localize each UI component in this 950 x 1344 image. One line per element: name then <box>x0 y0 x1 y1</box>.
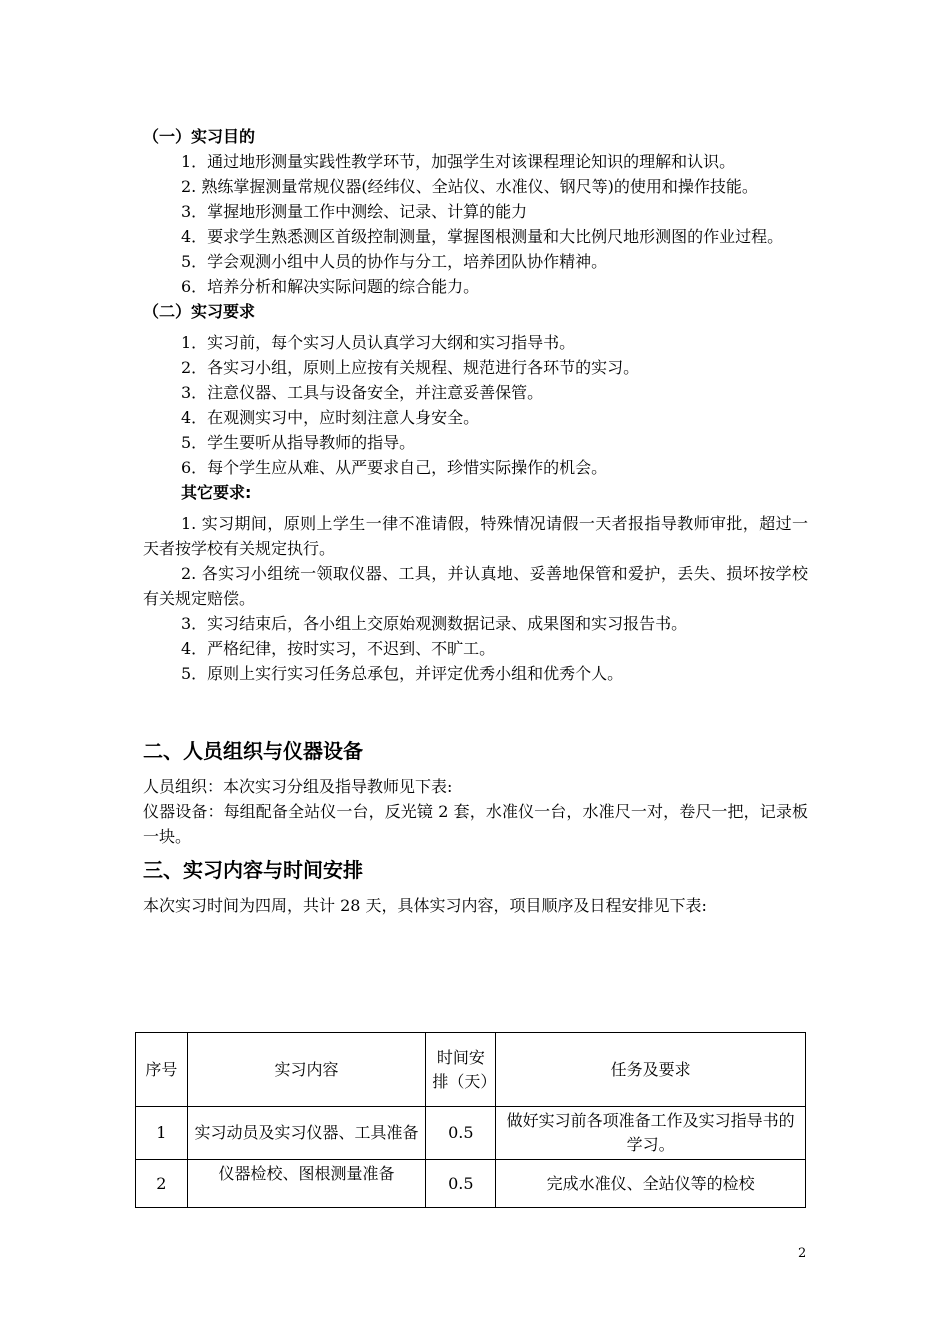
other-item-1: 1. 实习期间，原则上学生一律不准请假，特殊情况请假一天者报指导教师审批，超过一天者按学校有关规定执行。 <box>143 514 808 558</box>
schedule-table <box>135 1032 806 1208</box>
table-row <box>136 1160 806 1208</box>
section-heading-personnel: 二、人员组织与仪器设备 <box>143 739 363 763</box>
other-item-3: 3．实习结束后，各小组上交原始观测数据记录、成果图和实习报告书。 <box>181 614 688 633</box>
requirement-item-5: 5．学生要听从指导教师的指导。 <box>181 433 416 452</box>
table-row <box>136 1107 806 1160</box>
personnel-organization-text: 人员组织：本次实习分组及指导教师见下表: <box>143 777 453 796</box>
table-cell: 0.5 <box>426 1107 496 1160</box>
table-cell: 做好实习前各项准备工作及实习指导书的学习。 <box>496 1107 806 1160</box>
requirement-item-1: 1．实习前，每个实习人员认真学习大纲和实习指导书。 <box>181 333 576 352</box>
header-cell-days: 时间安排（天） <box>426 1033 496 1107</box>
section-heading-goals: （一）实习目的 <box>143 127 256 146</box>
requirement-item-4: 4．在观测实习中，应时刻注意人身安全。 <box>181 408 480 427</box>
table-cell: 仪器检校、图根测量准备 <box>187 1160 426 1208</box>
equipment-text: 仪器设备：每组配备全站仪一台，反光镜 2 套，水准仪一台，水准尺一对，卷尺一把，记录板一块。 <box>143 802 808 846</box>
other-item-5: 5．原则上实行实习任务总承包，并评定优秀小组和优秀个人。 <box>181 664 624 683</box>
goal-item-5: 5．学会观测小组中人员的协作与分工，培养团队协作精神。 <box>181 252 608 271</box>
other-item-2: 2. 各实习小组统一领取仪器、工具，并认真地、妥善地保管和爱护，丢失、损坏按学校有关规定赔偿。 <box>143 564 808 608</box>
section-heading-requirements: （二）实习要求 <box>143 302 256 321</box>
requirement-item-6: 6．每个学生应从难、从严要求自己，珍惜实际操作的机会。 <box>181 458 608 477</box>
page-number: 2 <box>798 1246 807 1261</box>
spacer <box>143 686 808 730</box>
requirement-item-2: 2．各实习小组，原则上应按有关规程、规范进行各环节的实习。 <box>181 358 640 377</box>
table-cell: 2 <box>136 1160 188 1208</box>
document-body <box>143 124 808 918</box>
goal-item-3: 3．掌握地形测量工作中测绘、记录、计算的能力 <box>181 202 528 221</box>
requirement-item-3: 3．注意仪器、工具与设备安全，并注意妥善保管。 <box>181 383 544 402</box>
header-cell-tasks: 任务及要求 <box>496 1033 806 1107</box>
section-heading-schedule: 三、实习内容与时间安排 <box>143 858 363 882</box>
table-cell: 完成水准仪、全站仪等的检校 <box>496 1160 806 1208</box>
goal-item-1: 1．通过地形测量实践性教学环节，加强学生对该课程理论知识的理解和认识。 <box>181 152 736 171</box>
table-cell: 实习动员及实习仪器、工具准备 <box>187 1107 426 1160</box>
table-cell: 1 <box>136 1107 188 1160</box>
goal-item-6: 6．培养分析和解决实际问题的综合能力。 <box>181 277 480 296</box>
header-cell-content: 实习内容 <box>187 1033 426 1107</box>
goal-item-2: 2. 熟练掌握测量常规仪器(经纬仪、全站仪、水准仪、钢尺等)的使用和操作技能。 <box>181 177 758 196</box>
table-cell: 0.5 <box>426 1160 496 1208</box>
table-header-row <box>136 1033 806 1107</box>
goal-item-4: 4．要求学生熟悉测区首级控制测量，掌握图根测量和大比例尺地形测图的作业过程。 <box>181 227 784 246</box>
other-item-4: 4．严格纪律，按时实习，不迟到、不旷工。 <box>181 639 496 658</box>
section-heading-other: 其它要求: <box>181 483 252 502</box>
schedule-intro-text: 本次实习时间为四周，共计 28 天，具体实习内容，项目顺序及日程安排见下表: <box>143 896 707 915</box>
header-cell-seq: 序号 <box>136 1033 188 1107</box>
